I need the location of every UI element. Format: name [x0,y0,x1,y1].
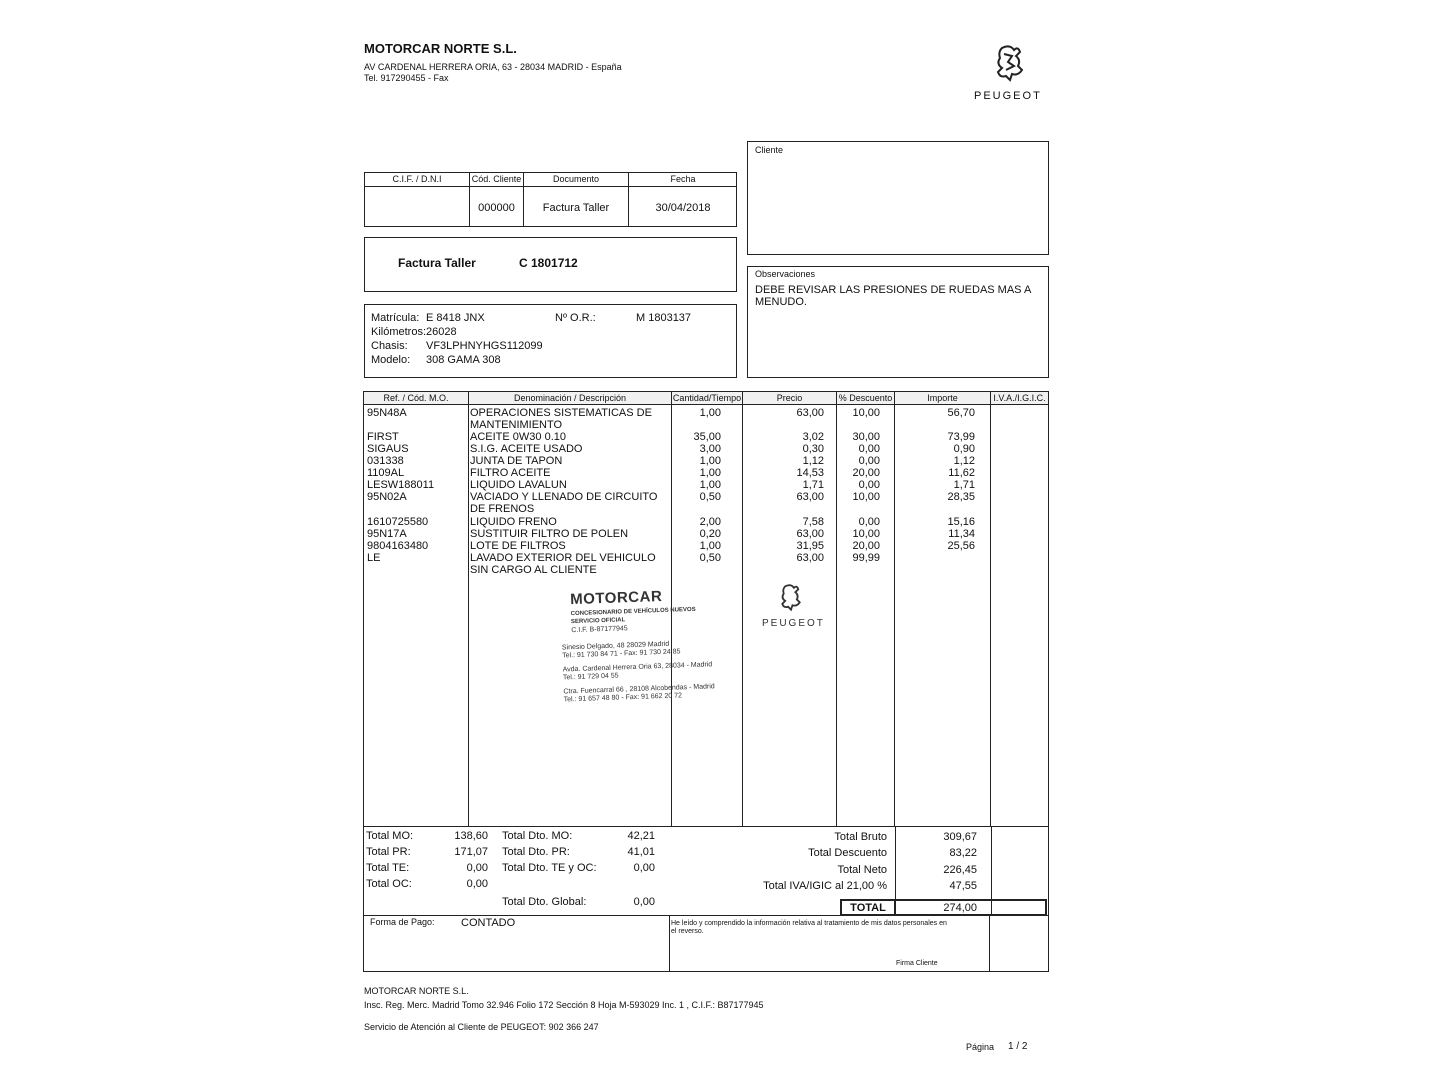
row-desc: LIQUIDO FRENO [470,516,557,528]
row-disc: 10,00 [852,491,880,503]
row-desc: VACIADO Y LLENADO DE CIRCUITO [470,491,658,503]
invoice-title: Factura Taller [398,256,476,270]
stamp-line3: C.I.F. B-87177945 [571,625,628,635]
observaciones-label: Observaciones [755,269,816,279]
client-label: Cliente [755,145,784,155]
payment-value: CONTADO [461,917,516,929]
table-row [363,491,1049,503]
doc-val-documento: Factura Taller [542,202,610,214]
total-oc-value: 0,00 [466,878,488,890]
table-row [363,564,1049,576]
stamp-line9: Tel.: 91 657 48 80 - Fax: 91 662 20 72 [563,692,683,704]
table-row [363,419,1049,431]
row-amount: 15,16 [947,516,975,528]
doc-col-documento: Documento [552,174,600,184]
row-price: 63,00 [796,552,824,564]
row-desc: SUSTITUIR FILTRO DE POLEN [470,528,629,540]
peugeot-wordmark: PEUGEOT [974,90,1042,102]
col-header-qty: Cantidad/Tiempo [672,393,742,403]
row-ref: 95N02A [367,491,407,503]
total-pr-label: Total PR: [366,846,411,858]
row-disc: 10,00 [852,407,880,419]
table-row [363,455,1049,467]
privacy-line1: He leído y comprendido la información relativa al tratamiento de mis datos personales en [671,920,947,927]
page-label: Página [966,1042,995,1052]
footer-company: MOTORCAR NORTE S.L. [364,986,469,996]
company-name: MOTORCAR NORTE S.L. [364,41,517,56]
doc-col-cif: C.I.F. / D.N.I [392,174,442,184]
row-amount: 56,70 [947,407,975,419]
payment-label: Forma de Pago: [370,917,435,927]
observaciones-box [747,266,1049,378]
invoice-number: C 1801712 [519,256,578,270]
row-qty: 1,00 [699,479,721,491]
total-pr-value: 171,07 [454,846,488,858]
table-row [363,552,1049,564]
or-label: Nº O.R.: [555,312,596,324]
table-row [363,528,1049,540]
row-qty: 2,00 [699,516,721,528]
company-phone: Tel. 917290455 - Fax [364,73,449,83]
stamp-line2: SERVICIO OFICIAL [570,617,626,626]
total-iva-label: Total IVA/IGIC al 21,00 % [763,880,887,892]
row-price: 63,00 [796,491,824,503]
stamp-line6: Avda. Cardenal Herrera Oria 63, 28034 - Madrid [562,661,713,674]
row-qty: 0,20 [699,528,721,540]
chasis-value: VF3LPHNYHGS112099 [426,340,543,352]
peugeot-lion-logo [988,42,1032,86]
row-disc: 20,00 [852,540,880,552]
col-header-amount: Importe [895,392,991,404]
stamp-line5: Tel.: 91 730 84 71 - Fax: 91 730 24 85 [562,648,681,660]
row-disc: 0,00 [858,516,880,528]
grand-total-label: TOTAL [850,902,886,914]
row-desc: LOTE DE FILTROS [470,540,566,552]
col-header-disc: % Descuento [837,392,895,404]
total-oc-label: Total OC: [366,878,412,890]
stamp-line8: Ctra. Fuencarral 66 , 28108 Alcobendas - Madrid [563,683,715,696]
row-amount: 11,34 [948,528,975,540]
total-dto-mo-label: Total Dto. MO: [502,830,573,842]
row-ref: FIRST [367,431,399,443]
row-desc: ACEITE 0W30 0.10 [470,431,566,443]
total-dto-pr-label: Total Dto. PR: [502,846,570,858]
row-qty: 3,00 [699,443,721,455]
row-price: 63,00 [796,528,824,540]
row-price: 3,02 [802,431,824,443]
row-amount: 25,56 [947,540,975,552]
stamp-line7: Tel.: 91 729 04 55 [562,672,619,682]
stamp-lion-icon [775,582,807,614]
total-dto-global-value: 0,00 [633,896,655,908]
km-label: Kilómetros: [371,326,427,338]
footer-registry: Insc. Reg. Merc. Madrid Tomo 32.946 Folio 172 Sección 8 Hoja M-593029 Inc. 1 , C.I.F.: B87177945 [364,1000,764,1010]
row-qty: 0,50 [699,552,721,564]
table-row [363,443,1049,455]
row-desc: OPERACIONES SISTEMATICAS DE [470,407,652,419]
total-iva-value: 47,55 [949,880,977,892]
total-dto-te-value: 0,00 [633,862,655,874]
row-ref: 031338 [367,455,404,467]
stamp-line1: CONCESIONARIO DE VEHÍCULOS NUEVOS [570,606,696,618]
page-number: 1 / 2 [1008,1041,1028,1052]
total-neto-label: Total Neto [837,864,887,876]
modelo-value: 308 GAMA 308 [426,354,501,366]
dealer-stamp [560,583,764,715]
grand-total-box [840,899,1047,916]
matricula-label: Matrícula: [371,312,420,324]
firma-cliente-label: Firma Cliente [896,960,938,967]
row-price: 14,53 [796,467,824,479]
row-disc: 0,00 [858,455,880,467]
vehicle-box [364,304,737,378]
observaciones-text-1: DEBE REVISAR LAS PRESIONES DE RUEDAS MAS A [755,284,1032,296]
row-amount: 73,99 [947,431,975,443]
total-te-value: 0,00 [466,862,488,874]
row-ref: 9804163480 [367,540,429,552]
row-disc: 0,00 [858,443,880,455]
total-dto-te-label: Total Dto. TE y OC: [502,862,597,874]
row-ref: 1610725580 [367,516,429,528]
row-price: 0,30 [802,443,824,455]
row-desc: S.I.G. ACEITE USADO [470,443,583,455]
row-desc: DE FRENOS [470,503,535,515]
row-desc: FILTRO ACEITE [470,467,551,479]
total-bruto-label: Total Bruto [834,831,887,843]
table-row [363,540,1049,552]
row-qty: 1,00 [699,407,721,419]
matricula-value: E 8418 JNX [426,312,485,324]
row-price: 63,00 [796,407,824,419]
table-row [363,431,1049,443]
table-row [363,407,1049,419]
row-ref: LE [367,552,381,564]
row-desc: LIQUIDO LAVALUN [470,479,567,491]
col-header-desc: Denominación / Descripción [469,392,672,404]
doc-val-fecha: 30/04/2018 [655,202,711,214]
row-qty: 0,50 [699,491,721,503]
total-descuento-label: Total Descuento [808,847,887,859]
row-qty: 1,00 [699,540,721,552]
row-disc: 99,99 [852,552,880,564]
row-ref: 95N17A [367,528,407,540]
row-qty: 1,00 [699,455,721,467]
row-disc: 0,00 [858,479,880,491]
chasis-label: Chasis: [371,340,408,352]
total-mo-value: 138,60 [454,830,488,842]
total-descuento-value: 83,22 [949,847,977,859]
total-mo-label: Total MO: [366,830,414,842]
row-amount: 1,71 [953,479,975,491]
row-disc: 10,00 [852,528,880,540]
doc-col-cod-cliente: Cód. Cliente [471,174,522,184]
col-header-price: Precio [743,392,837,404]
modelo-label: Modelo: [371,354,411,366]
total-te-label: Total TE: [366,862,410,874]
stamp-name: MOTORCAR [569,587,663,609]
total-dto-global-label: Total Dto. Global: [502,896,587,908]
company-address: AV CARDENAL HERRERA ORIA, 63 - 28034 MADRID - España [364,62,622,72]
row-amount: 0,90 [953,443,975,455]
table-row [363,503,1049,515]
row-qty: 1,00 [699,467,721,479]
table-row [363,479,1049,491]
col-header-iva: I.V.A./I.G.I.C. [991,392,1048,404]
row-price: 7,58 [802,516,824,528]
row-desc: LAVADO EXTERIOR DEL VEHICULO [470,552,656,564]
row-desc: SIN CARGO AL CLIENTE [470,564,597,576]
row-amount: 11,62 [948,467,975,479]
table-row [363,467,1049,479]
total-dto-pr-value: 41,01 [627,846,655,858]
row-disc: 20,00 [852,467,880,479]
observaciones-text-2: MENUDO. [755,296,807,308]
km-value: 26028 [426,326,457,338]
or-value: M 1803137 [636,312,692,324]
invoice-title-box [364,237,737,292]
row-ref: 95N48A [367,407,407,419]
row-amount: 1,12 [953,455,975,467]
row-qty: 35,00 [693,431,721,443]
stamp-brand: PEUGEOT [762,618,825,629]
col-header-ref: Ref. / Cód. M.O. [364,392,469,404]
total-neto-value: 226,45 [943,864,977,876]
doc-header-table [364,172,737,227]
row-desc: JUNTA DE TAPON [470,455,563,467]
row-price: 31,95 [796,540,824,552]
row-price: 1,71 [802,479,824,491]
total-bruto-value: 309,67 [943,831,977,843]
doc-val-cod-cliente: 000000 [478,202,515,214]
row-ref: SIGAUS [367,443,409,455]
row-ref: LESW188011 [367,479,435,491]
grand-total-value: 274,00 [943,902,977,914]
doc-col-fecha: Fecha [670,174,696,184]
footer-service: Servicio de Atención al Cliente de PEUGEOT: 902 366 247 [364,1022,599,1032]
stamp-line4: Sinesio Delgado, 48 28029 Madrid [561,640,670,652]
row-ref: 1109AL [367,467,405,479]
privacy-line2: el reverso. [671,928,704,935]
row-desc: MANTENIMIENTO [470,419,563,431]
total-dto-mo-value: 42,21 [627,830,655,842]
row-disc: 30,00 [852,431,880,443]
row-price: 1,12 [802,455,824,467]
row-amount: 28,35 [947,491,975,503]
client-box [747,141,1049,255]
table-row [363,516,1049,528]
